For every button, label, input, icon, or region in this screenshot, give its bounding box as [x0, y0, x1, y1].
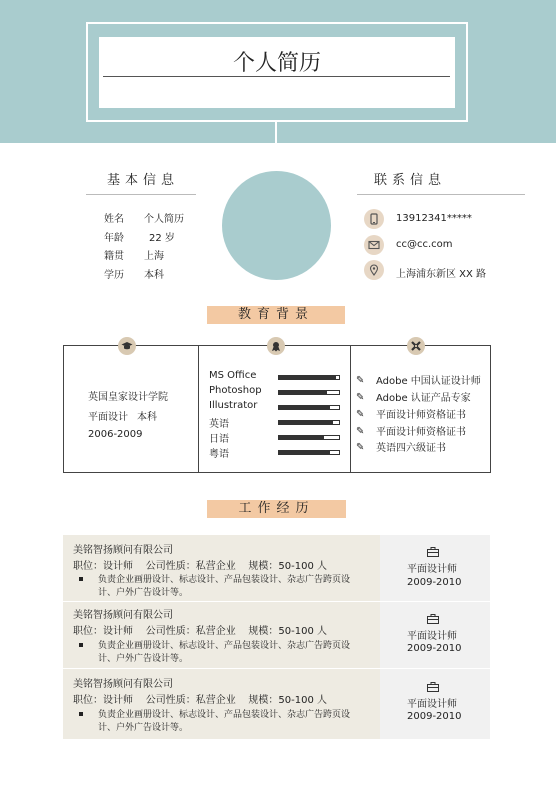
job-period: 2009-2010 — [407, 577, 462, 588]
address-text: 上海浦东新区 XX 路 — [396, 269, 487, 280]
pen-icon: ✎ — [356, 375, 365, 386]
certificate-text: 平面设计师资格证书 — [376, 427, 466, 438]
job-company: 美铭智扬顾问有限公司 — [73, 679, 173, 690]
job-period: 2009-2010 — [407, 643, 462, 654]
skill-fill — [279, 436, 324, 439]
bullet — [79, 712, 83, 716]
info-label: 学历 — [104, 270, 124, 281]
location-icon — [364, 260, 384, 280]
skill-bar — [278, 420, 340, 425]
briefcase-icon — [427, 542, 439, 561]
skill-label: Illustrator — [209, 400, 258, 411]
info-value: 上海 — [144, 251, 164, 262]
info-value: 22 岁 — [149, 233, 175, 244]
skill-bar — [278, 375, 340, 380]
certificate-list — [356, 372, 488, 456]
certificate-text: 平面设计师资格证书 — [376, 410, 466, 421]
graduation-cap-icon — [118, 337, 136, 355]
job-duty: 计、户外广告设计等。 — [98, 723, 189, 733]
pen-icon: ✎ — [356, 392, 365, 403]
certificate-text: Adobe 认证产品专家 — [376, 393, 471, 404]
degree: 本科 — [137, 412, 157, 423]
info-label: 姓名 — [104, 214, 124, 225]
skill-label: 粤语 — [209, 449, 229, 460]
skill-row — [209, 385, 347, 399]
skill-row — [209, 430, 347, 444]
education-heading: 教育背景 — [207, 306, 345, 324]
bullet — [79, 643, 83, 647]
connector-line — [275, 122, 277, 174]
info-label: 籍贯 — [104, 251, 124, 262]
certificate-text: Adobe 中国认证设计师 — [376, 376, 481, 387]
info-label: 年龄 — [104, 233, 124, 244]
contact-heading: 联系信息 — [374, 173, 447, 188]
certificate-icon — [407, 337, 425, 355]
briefcase-icon — [427, 677, 439, 696]
contact-rule — [357, 194, 525, 195]
phone-icon — [364, 209, 384, 229]
avatar — [222, 171, 331, 280]
info-value: 个人简历 — [144, 214, 184, 225]
skill-label: MS Office — [209, 370, 257, 381]
work-heading: 工作经历 — [207, 500, 346, 518]
skill-row — [209, 415, 347, 429]
skill-label: 日语 — [209, 434, 229, 445]
skill-row — [209, 370, 347, 384]
job-duty: 负责企业画册设计、标志设计、产品包装设计、杂志广告跨页设 — [98, 641, 351, 651]
basic-info-heading: 基本信息 — [107, 173, 180, 188]
skills-list — [209, 370, 347, 462]
phone-text: 13912341***** — [396, 213, 472, 224]
pen-icon: ✎ — [356, 442, 365, 453]
job-details: 职位：设计师 公司性质：私营企业 规模：50-100 人 — [73, 695, 328, 706]
info-row — [104, 247, 164, 262]
job-role: 平面设计师 — [407, 699, 457, 710]
award-icon — [267, 337, 285, 355]
education-period: 2006-2009 — [88, 429, 143, 440]
job-company: 美铭智扬顾问有限公司 — [73, 610, 173, 621]
job-details: 职位：设计师 公司性质：私营企业 规模：50-100 人 — [73, 561, 328, 572]
job-details: 职位：设计师 公司性质：私营企业 规模：50-100 人 — [73, 626, 328, 637]
job-company: 美铭智扬顾问有限公司 — [73, 545, 173, 556]
job-duty: 计、户外广告设计等。 — [98, 654, 189, 664]
job-role: 平面设计师 — [407, 631, 457, 642]
skill-fill — [279, 406, 330, 409]
briefcase-icon — [427, 609, 439, 628]
job-duty: 负责企业画册设计、标志设计、产品包装设计、杂志广告跨页设 — [98, 575, 351, 585]
certificate-text: 英语四六级证书 — [376, 443, 446, 454]
skill-bar — [278, 435, 340, 440]
page-title: 个人简历 — [232, 51, 321, 76]
skill-bar — [278, 405, 340, 410]
info-value: 本科 — [144, 270, 164, 281]
pen-icon: ✎ — [356, 426, 365, 437]
skill-fill — [279, 376, 336, 379]
skill-bar — [278, 450, 340, 455]
skill-label: 英语 — [209, 419, 229, 430]
skill-label: Photoshop — [209, 385, 262, 396]
pen-icon: ✎ — [356, 409, 365, 420]
info-row — [104, 210, 184, 225]
job-role: 平面设计师 — [407, 564, 457, 575]
basic-info-rule — [86, 194, 196, 195]
info-row — [104, 229, 175, 244]
job-duty: 计、户外广告设计等。 — [98, 588, 189, 598]
title-underline — [103, 76, 450, 77]
skill-fill — [279, 421, 333, 424]
school-name: 英国皇家设计学院 — [88, 392, 168, 403]
skill-row — [209, 445, 347, 459]
education-divider — [350, 345, 351, 473]
skill-bar — [278, 390, 340, 395]
skill-fill — [279, 451, 330, 454]
mail-icon — [364, 235, 384, 255]
email-text: cc@cc.com — [396, 239, 453, 250]
bullet — [79, 577, 83, 581]
skill-fill — [279, 391, 327, 394]
job-duty: 负责企业画册设计、标志设计、产品包装设计、杂志广告跨页设 — [98, 710, 351, 720]
major: 平面设计 — [88, 412, 128, 423]
education-divider — [198, 345, 199, 473]
job-period: 2009-2010 — [407, 711, 462, 722]
info-row — [104, 266, 164, 281]
skill-row — [209, 400, 347, 414]
